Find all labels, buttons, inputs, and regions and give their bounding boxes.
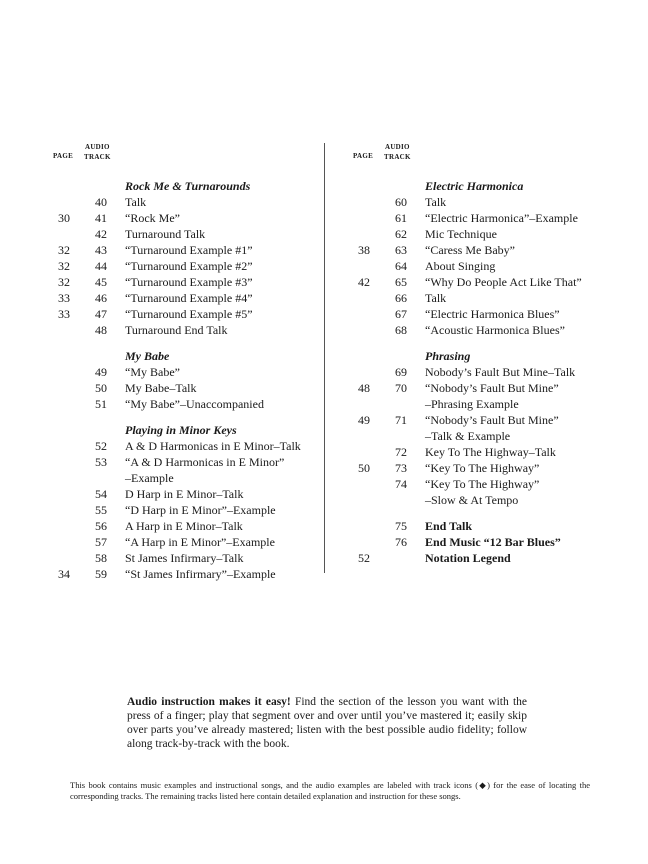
section-gap — [40, 412, 320, 422]
track-title-text: A & D Harmonicas in E Minor–Talk — [125, 439, 301, 453]
track-title-text: “Turnaround Example #4” — [125, 291, 253, 305]
track-title — [125, 550, 320, 566]
page-number: 50 — [358, 461, 370, 475]
track-number: 74 — [395, 477, 407, 491]
track-title-text: End Talk — [425, 519, 473, 533]
track-row — [40, 258, 320, 274]
track-row — [340, 444, 620, 460]
page-number: 30 — [58, 211, 70, 225]
track-title — [125, 518, 320, 534]
track-row — [40, 550, 320, 566]
track-row — [40, 242, 320, 258]
section-title: Phrasing — [425, 349, 471, 363]
column-header — [340, 140, 620, 178]
page-number: 33 — [58, 291, 70, 305]
track-number: 66 — [395, 291, 407, 305]
track-title-text: “Electric Harmonica”–Example — [425, 211, 578, 225]
track-title — [425, 444, 620, 460]
track-title — [125, 438, 320, 454]
track-number: 58 — [95, 551, 107, 565]
track-title — [425, 242, 620, 258]
track-row — [40, 306, 320, 322]
track-title-text: “Acoustic Harmonica Blues” — [425, 323, 565, 337]
audio-label: AUDIO — [384, 143, 410, 151]
track-row — [340, 550, 620, 566]
track-title-text: Talk — [425, 195, 447, 209]
track-number: 54 — [95, 487, 107, 501]
track-row — [340, 226, 620, 242]
track-title — [425, 412, 620, 444]
track-number: 70 — [395, 381, 407, 395]
track-title-text: “Turnaround Example #1” — [125, 243, 253, 257]
page-number: 38 — [358, 243, 370, 257]
track-number: 55 — [95, 503, 107, 517]
track-number: 62 — [395, 227, 407, 241]
track-row — [340, 460, 620, 476]
audio-label: AUDIO — [84, 143, 110, 151]
track-number: 43 — [95, 243, 107, 257]
track-number: 72 — [395, 445, 407, 459]
track-title-text: “Key To The Highway” — [425, 461, 540, 475]
audio-instruction-note — [127, 695, 527, 751]
track-row — [340, 274, 620, 290]
track-number: 59 — [95, 567, 107, 581]
track-number: 71 — [395, 413, 407, 427]
track-row — [40, 380, 320, 396]
note-lead: Audio instruction makes it easy! — [127, 696, 291, 708]
track-row — [40, 290, 320, 306]
track-title — [425, 364, 620, 380]
track-title — [425, 534, 620, 550]
track-title — [425, 306, 620, 322]
track-list — [340, 178, 620, 566]
track-title — [425, 380, 620, 412]
track-title-text: “D Harp in E Minor”–Example — [125, 503, 276, 517]
section-title: Playing in Minor Keys — [125, 423, 237, 437]
track-row — [40, 518, 320, 534]
audio-track-header — [84, 142, 111, 162]
page-number: 49 — [358, 413, 370, 427]
track-title-text: “My Babe” — [125, 365, 180, 379]
track-number: 44 — [95, 259, 107, 273]
track-title-continuation: –Slow & At Tempo — [425, 493, 519, 507]
page-number: 48 — [358, 381, 370, 395]
track-title-text: “Key To The Highway” — [425, 477, 540, 491]
track-title-text: “A & D Harmonicas in E Minor” — [125, 455, 285, 469]
track-number: 51 — [95, 397, 107, 411]
track-number: 69 — [395, 365, 407, 379]
track-number: 40 — [95, 195, 107, 209]
track-title — [125, 194, 320, 210]
track-number: 67 — [395, 307, 407, 321]
section-gap — [340, 508, 620, 518]
track-title-text: Turnaround End Talk — [125, 323, 228, 337]
track-title — [425, 550, 620, 566]
track-title — [125, 364, 320, 380]
track-title — [125, 306, 320, 322]
track-row — [340, 258, 620, 274]
track-row — [340, 322, 620, 338]
track-title-text: “Nobody’s Fault But Mine” — [425, 381, 559, 395]
page-number: 32 — [58, 243, 70, 257]
section-title: Electric Harmonica — [425, 179, 524, 193]
track-title — [425, 194, 620, 210]
track-title-text: “A Harp in E Minor”–Example — [125, 535, 275, 549]
track-row — [340, 518, 620, 534]
track-title-text: Nobody’s Fault But Mine–Talk — [425, 365, 576, 379]
page-number: 52 — [358, 551, 370, 565]
section-gap — [340, 338, 620, 348]
track-number: 49 — [95, 365, 107, 379]
track-row — [40, 502, 320, 518]
section-title: My Babe — [125, 349, 170, 363]
page-header: PAGE — [353, 152, 374, 160]
track-title-text: “Nobody’s Fault But Mine” — [425, 413, 559, 427]
track-number: 61 — [395, 211, 407, 225]
track-title — [425, 274, 620, 290]
track-row — [40, 274, 320, 290]
track-title-continuation: –Talk & Example — [425, 429, 511, 443]
track-title — [125, 242, 320, 258]
track-number: 56 — [95, 519, 107, 533]
track-row — [340, 534, 620, 550]
track-title-text: Talk — [425, 291, 447, 305]
footer-note: This book contains music examples and instructional songs, and the audio examples are labeled with track icons (◆) for the ease of locating the corresponding tracks. The remaining tracks listed here contain detailed explanation and instruction for these songs. — [70, 780, 590, 801]
track-number: 60 — [395, 195, 407, 209]
left-column — [40, 140, 320, 582]
track-number: 42 — [95, 227, 107, 241]
track-title-text: Key To The Highway–Talk — [425, 445, 556, 459]
track-title-text: “Electric Harmonica Blues” — [425, 307, 560, 321]
track-row — [40, 396, 320, 412]
track-number: 64 — [395, 259, 407, 273]
track-number: 65 — [395, 275, 407, 289]
track-title-text: Notation Legend — [425, 551, 511, 565]
track-number: 76 — [395, 535, 407, 549]
track-number: 48 — [95, 323, 107, 337]
track-number: 47 — [95, 307, 107, 321]
track-title — [425, 460, 620, 476]
track-title — [125, 226, 320, 242]
track-title — [125, 396, 320, 412]
track-title-text: Talk — [125, 195, 147, 209]
audio-track-header — [384, 142, 411, 162]
track-row — [340, 194, 620, 210]
track-number: 52 — [95, 439, 107, 453]
track-row — [340, 306, 620, 322]
track-row — [40, 438, 320, 454]
track-title — [425, 226, 620, 242]
track-title-text: “Turnaround Example #3” — [125, 275, 253, 289]
track-title — [125, 258, 320, 274]
track-title-text: About Singing — [425, 259, 496, 273]
track-title — [125, 534, 320, 550]
track-title — [125, 502, 320, 518]
track-row — [340, 364, 620, 380]
track-title — [125, 322, 320, 338]
track-row — [340, 290, 620, 306]
track-title-text: “Caress Me Baby” — [425, 243, 515, 257]
track-label: TRACK — [84, 153, 111, 161]
section-title: Rock Me & Turnarounds — [125, 179, 251, 193]
track-row — [40, 486, 320, 502]
track-title-text: St James Infirmary–Talk — [125, 551, 244, 565]
page-number: 42 — [358, 275, 370, 289]
track-title-text: “Rock Me” — [125, 211, 180, 225]
track-number: 75 — [395, 519, 407, 533]
track-title — [125, 274, 320, 290]
track-number: 63 — [395, 243, 407, 257]
track-title — [425, 476, 620, 508]
track-row — [40, 454, 320, 486]
page-number: 32 — [58, 275, 70, 289]
track-title — [125, 290, 320, 306]
track-title-text: “Turnaround Example #5” — [125, 307, 253, 321]
track-title-text: Turnaround Talk — [125, 227, 206, 241]
track-title-text: “Why Do People Act Like That” — [425, 275, 582, 289]
track-number: 68 — [395, 323, 407, 337]
track-title-text: D Harp in E Minor–Talk — [125, 487, 244, 501]
track-row — [340, 476, 620, 508]
track-title — [125, 566, 320, 582]
track-title — [425, 322, 620, 338]
section-gap — [40, 338, 320, 348]
track-list — [40, 178, 320, 582]
track-row — [340, 210, 620, 226]
track-number: 46 — [95, 291, 107, 305]
track-number: 45 — [95, 275, 107, 289]
column-divider — [324, 143, 325, 573]
track-number: 53 — [95, 455, 107, 469]
track-number: 41 — [95, 211, 107, 225]
track-title — [125, 486, 320, 502]
track-title-text: “My Babe”–Unaccompanied — [125, 397, 264, 411]
track-row — [40, 534, 320, 550]
track-number: 57 — [95, 535, 107, 549]
track-row — [40, 194, 320, 210]
track-label: TRACK — [384, 153, 411, 161]
track-number: 50 — [95, 381, 107, 395]
track-row — [340, 412, 620, 444]
track-title-text: Mic Technique — [425, 227, 497, 241]
track-row — [40, 364, 320, 380]
track-title — [425, 290, 620, 306]
page-number: 33 — [58, 307, 70, 321]
track-title-text: End Music “12 Bar Blues” — [425, 535, 561, 549]
track-title-continuation: –Phrasing Example — [425, 397, 519, 411]
column-header — [40, 140, 320, 178]
track-title — [425, 258, 620, 274]
page-header: PAGE — [53, 152, 74, 160]
track-title-continuation: –Example — [125, 471, 174, 485]
track-title — [425, 518, 620, 534]
track-title-text: My Babe–Talk — [125, 381, 197, 395]
track-row — [40, 322, 320, 338]
page-number: 32 — [58, 259, 70, 273]
track-title — [125, 210, 320, 226]
right-column — [340, 140, 620, 566]
page-number: 34 — [58, 567, 70, 581]
track-title-text: “Turnaround Example #2” — [125, 259, 253, 273]
track-row — [40, 226, 320, 242]
track-row — [40, 566, 320, 582]
track-title — [125, 454, 320, 486]
track-row — [340, 242, 620, 258]
track-title — [425, 210, 620, 226]
note-body: Find the section of the lesson you want with the press of a finger; play that segment over and over until you’ve mastered it; easily skip over parts you’ve already mastered; listen with the best possible audio fidelity; follow along track-by-track with the book. — [127, 696, 527, 750]
track-title-text: “St James Infirmary”–Example — [125, 567, 276, 581]
track-title-text: A Harp in E Minor–Talk — [125, 519, 243, 533]
track-title — [125, 380, 320, 396]
track-row — [340, 380, 620, 412]
track-row — [40, 210, 320, 226]
track-number: 73 — [395, 461, 407, 475]
